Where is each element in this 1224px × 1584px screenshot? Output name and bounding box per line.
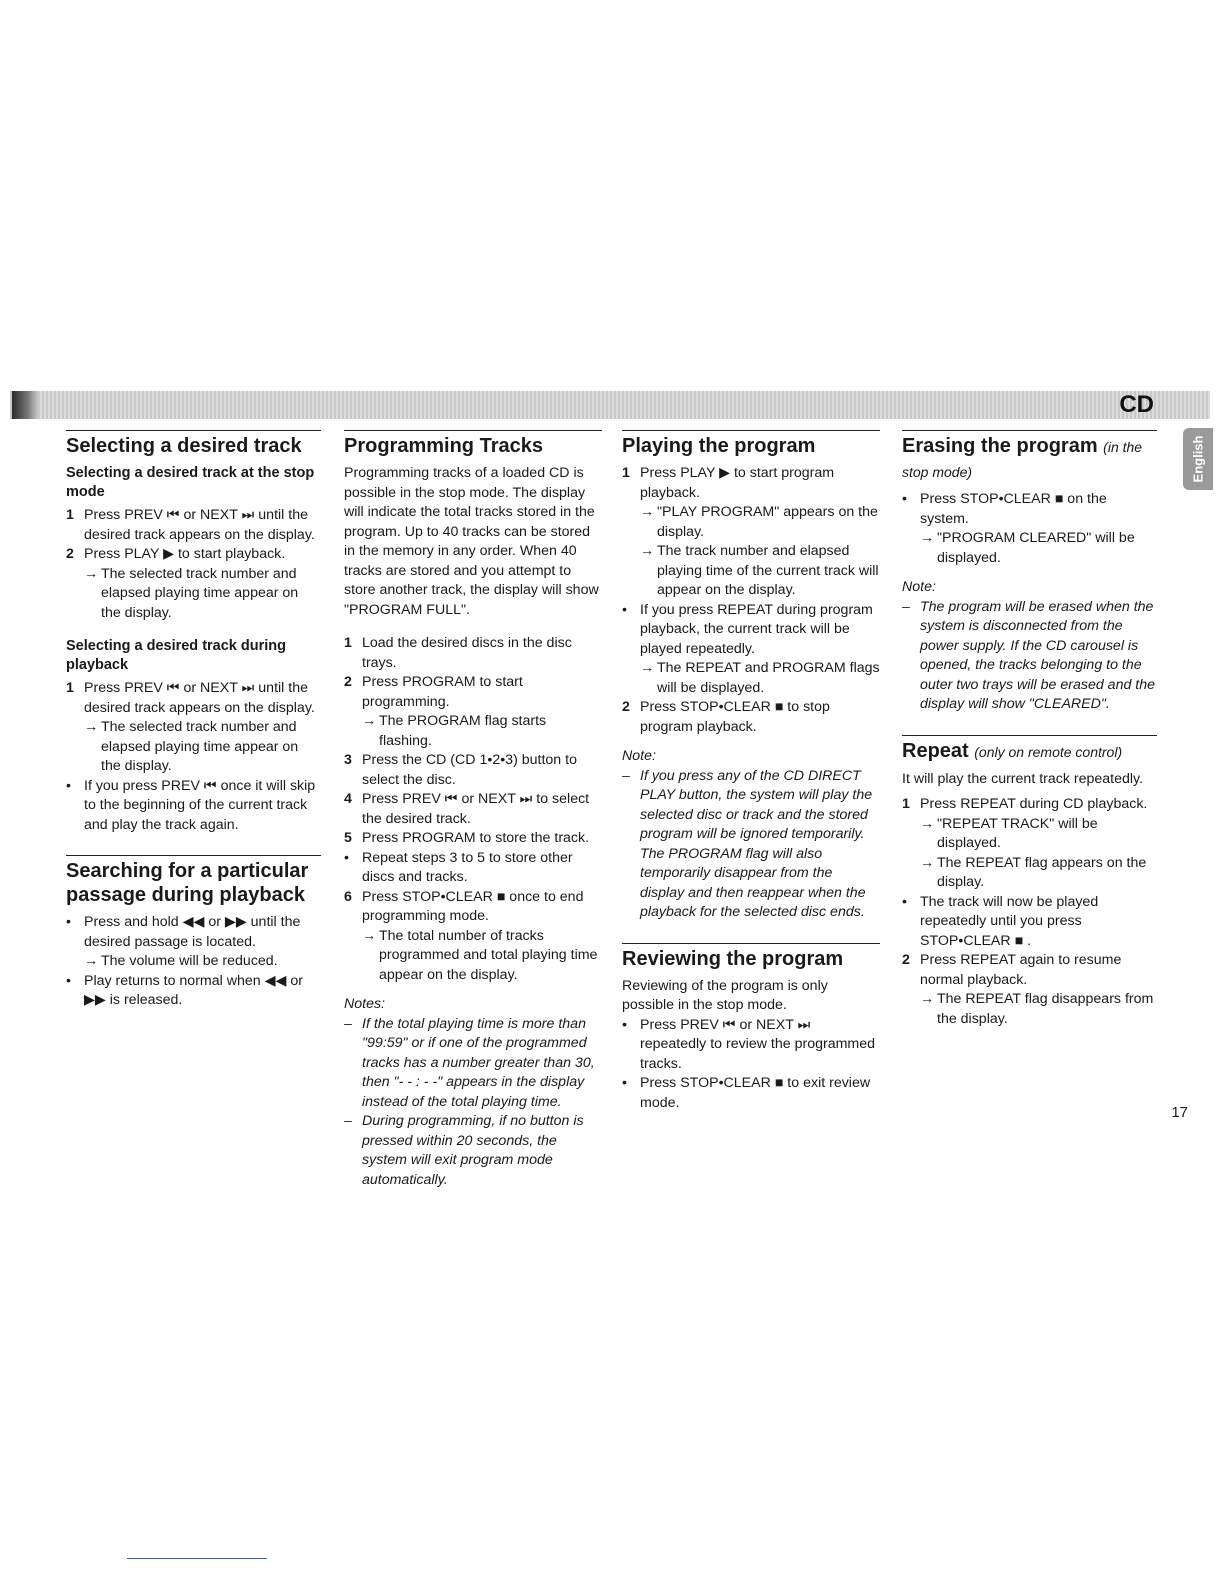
- list-item: 1 Press PLAY ▶ to start program playback.: [622, 465, 835, 501]
- result-line: → "REPEAT TRACK" will be displayed.: [920, 815, 1098, 851]
- divider: [622, 943, 880, 944]
- column-2: [344, 430, 602, 1190]
- divider: [902, 735, 1157, 736]
- result-line: → The volume will be reduced.: [84, 953, 278, 969]
- list-item: 1 Press REPEAT during CD playback.: [902, 796, 1148, 812]
- list-item: 1 Press PREV ⏮ or NEXT ⏭ until the desired track appears on the display.: [66, 680, 315, 716]
- list-item: 5 Press PROGRAM to store the track.: [344, 830, 590, 846]
- note-item: – The program will be erased when the system is disconnected from the power supply. If the CD carousel is opened, the tracks belonging to the outer two trays will be erased and the display will show "CLEARED".: [902, 598, 1156, 712]
- divider: [66, 430, 321, 431]
- note-heading: Note:: [902, 579, 936, 595]
- list-item: 2 Press PROGRAM to start programming.: [344, 674, 523, 710]
- list-item: • Repeat steps 3 to 5 to store other discs and tracks.: [344, 849, 573, 885]
- note-heading: Note:: [622, 748, 656, 764]
- intro-paragraph: It will play the current track repeatedly.: [902, 770, 1144, 787]
- intro-paragraph: Programming tracks of a loaded CD is possible in the stop mode. The display will indicate the total tracks stored in the program. Up to 40 tracks can be stored in the memory in any order. When 40 tracks are stored and you attempt to store another track, the display will show "PROGRAM FULL".: [344, 465, 599, 618]
- language-tab: [1183, 428, 1213, 490]
- note-item: – If the total playing time is more than "99:59" or if one of the programmed tracks has a number greater than 30, then "- - : - -" appears in the display instead of the total playing time.: [344, 1015, 595, 1110]
- list-item: 6 Press STOP•CLEAR ■ once to end programming mode.: [344, 888, 584, 924]
- list-item: 2 Press REPEAT again to resume normal playback.: [902, 952, 1122, 988]
- divider: [902, 430, 1157, 431]
- heading-repeat: Repeat (only on remote control): [902, 739, 1123, 762]
- section-title-cd: CD: [1119, 391, 1154, 418]
- subheading-stop-mode: Selecting a desired track at the stop mode: [66, 465, 315, 500]
- language-tab-label: English: [1190, 435, 1206, 483]
- heading-reviewing-program: Reviewing the program: [622, 947, 844, 970]
- steps-list: [66, 506, 321, 565]
- result-line: → The PROGRAM flag starts flashing.: [362, 713, 547, 749]
- heading-selecting-track: Selecting a desired track: [66, 435, 302, 457]
- page-number: 17: [1171, 1104, 1188, 1121]
- result-line: → The REPEAT and PROGRAM flags will be displayed.: [640, 660, 880, 696]
- result-line: → The REPEAT flag appears on the display.: [920, 854, 1147, 890]
- list-item: • If you press PREV ⏮ once it will skip to the beginning of the current track and play the track again.: [66, 777, 316, 833]
- heading-erasing-program: Erasing the program (in the stop mode): [902, 435, 1143, 480]
- note-item: – If you press any of the CD DIRECT PLAY button, the system will play the selected disc or track and the stored program will be ignored temporarily. The PROGRAM flag will also temporarily disappear from the display and then reappear when the playback for the selected disc ends.: [622, 767, 873, 920]
- heading-programming-tracks: Programming Tracks: [344, 435, 543, 457]
- column-1: [66, 430, 321, 1011]
- result-line: → The selected track number and elapsed playing time appear on the display.: [84, 719, 299, 774]
- list-item: • If you press REPEAT during program playback, the current track will be played repeatedly.: [622, 601, 873, 657]
- list-item: 1 Press PREV ⏮ or NEXT ⏭ until the desired track appears on the display.: [66, 507, 315, 543]
- list-item: 2 Press PLAY ▶ to start playback.: [66, 546, 286, 562]
- result-line: → "PROGRAM CLEARED" will be displayed.: [920, 530, 1135, 566]
- list-item: 2 Press STOP•CLEAR ■ to stop program playback.: [622, 699, 830, 735]
- list-item: • Press STOP•CLEAR ■ to exit review mode.: [622, 1075, 871, 1111]
- header-mark: [12, 391, 38, 419]
- list-item: • Press STOP•CLEAR ■ on the system.: [902, 491, 1107, 527]
- header-band: [10, 391, 1210, 419]
- divider: [344, 430, 602, 431]
- list-item: 4 Press PREV ⏮ or NEXT ⏭ to select the desired track.: [344, 791, 590, 827]
- result-line: → The REPEAT flag disappears from the display.: [920, 991, 1154, 1027]
- intro-paragraph: Reviewing of the program is only possible in the stop mode.: [622, 977, 828, 1013]
- heading-playing-program: Playing the program: [622, 435, 816, 457]
- subheading-during-playback: Selecting a desired track during playback: [66, 638, 286, 673]
- list-item: 3 Press the CD (CD 1•2•3) button to select the disc.: [344, 752, 577, 788]
- list-item: • Press and hold ◀◀ or ▶▶ until the desired passage is located.: [66, 914, 301, 950]
- column-4: [902, 430, 1157, 1029]
- result-line: → The track number and elapsed playing time of the current track will appear on the display.: [640, 543, 879, 598]
- column-3: [622, 430, 880, 1113]
- result-line: → The total number of tracks programmed and total playing time appear on the display.: [362, 927, 598, 983]
- result-line: → "PLAY PROGRAM" appears on the display.: [640, 504, 878, 540]
- footer-line: [127, 1558, 267, 1559]
- list-item: • Press PREV ⏮ or NEXT ⏭ repeatedly to review the programmed tracks.: [622, 1016, 876, 1072]
- list-item: • Play returns to normal when ◀◀ or ▶▶ is released.: [66, 972, 303, 1008]
- notes-heading: Notes:: [344, 996, 386, 1012]
- heading-searching-passage: Searching for a particular passage during playback: [66, 860, 309, 906]
- result-line: → The selected track number and elapsed playing time appear on the display.: [84, 565, 299, 621]
- divider: [622, 430, 880, 431]
- note-item: – During programming, if no button is pressed within 20 seconds, the system will exit program mode automatically.: [344, 1113, 584, 1188]
- list-item: 1 Load the desired discs in the disc trays.: [344, 635, 572, 671]
- divider: [66, 855, 321, 856]
- list-item: • The track will now be played repeatedly until you press STOP•CLEAR ■ .: [902, 893, 1099, 949]
